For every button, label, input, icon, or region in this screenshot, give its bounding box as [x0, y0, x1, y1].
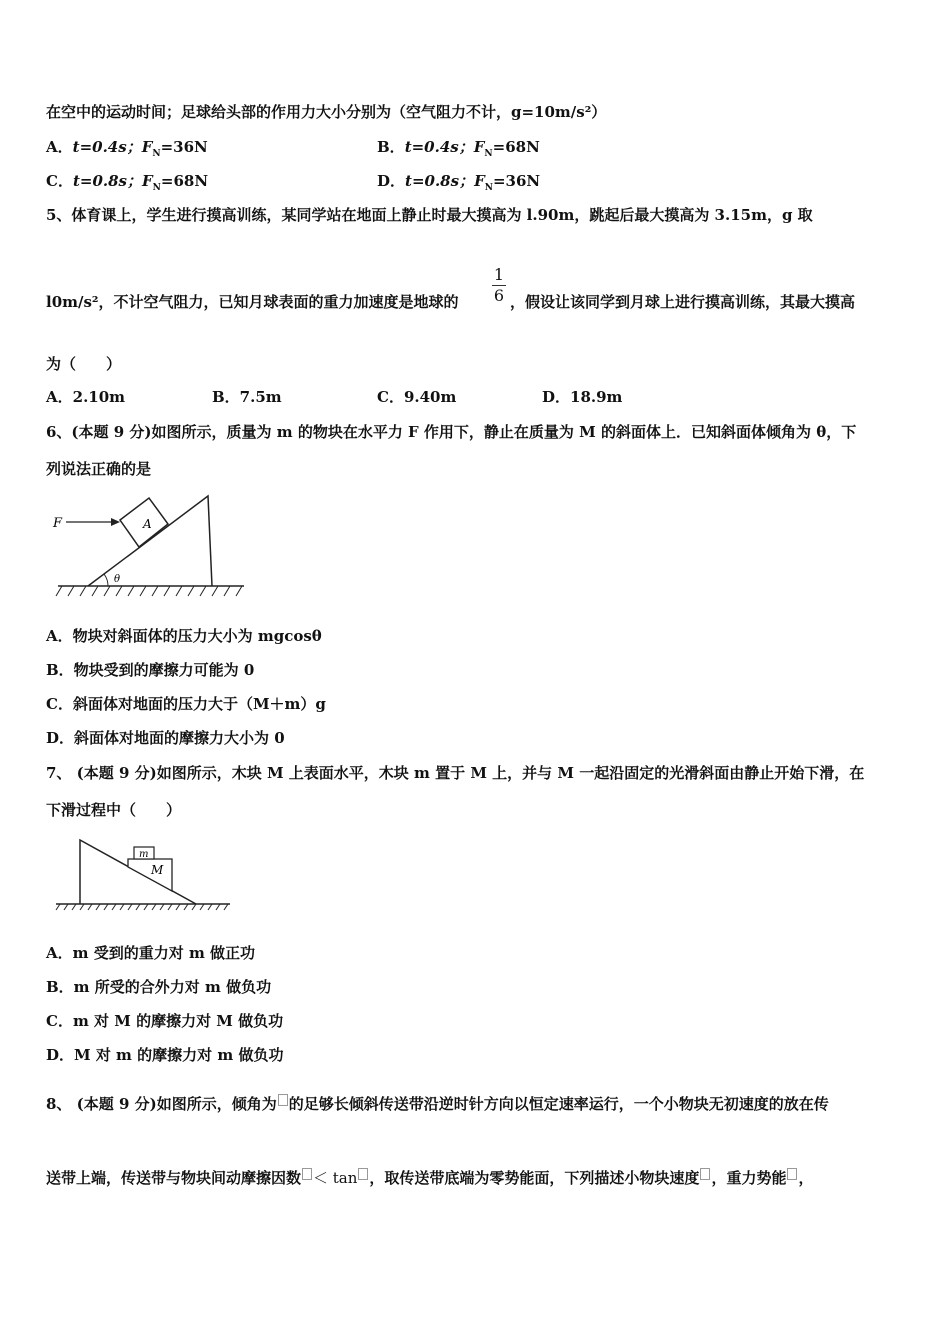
q6-option-c[interactable]: C．斜面体对地面的压力大于（M＋m）g — [46, 695, 326, 713]
q5-stem-line2-a: l0m/s²，不计空气阻力，已知月球表面的重力加速度是地球的 — [46, 293, 459, 311]
q7-option-d[interactable]: D．M 对 m 的摩擦力对 m 做负功 — [46, 1046, 284, 1064]
q5-option-b[interactable]: B．7.5m — [212, 388, 282, 406]
missing-symbol-icon — [302, 1168, 312, 1180]
q4-option-d[interactable]: D．t=0.8s；$F_N=36N$ — [377, 172, 541, 193]
q7-option-c[interactable]: C．m 对 M 的摩擦力对 M 做负功 — [46, 1012, 284, 1030]
block-big-m — [128, 859, 172, 891]
fraction-one-sixth: 1 6 — [493, 265, 505, 305]
missing-symbol-icon — [358, 1168, 368, 1180]
force-label: F — [53, 516, 63, 531]
q4-option-c[interactable]: C．t=0.8s；$F_N=68N$ — [46, 172, 209, 193]
block-a-label: A — [143, 517, 152, 531]
q6-option-b[interactable]: B．物块受到的摩擦力可能为 0 — [46, 661, 255, 679]
block-small-m-label: m — [139, 849, 149, 860]
q4-option-a[interactable]: A．t=0.4s；$F_N=36N$ — [46, 138, 208, 159]
q4-option-b[interactable]: B．t=0.4s；$F_N=68N$ — [377, 138, 540, 159]
missing-symbol-icon — [278, 1094, 288, 1106]
missing-symbol-icon — [787, 1168, 797, 1180]
q7-option-b[interactable]: B．m 所受的合外力对 m 做负功 — [46, 978, 272, 996]
q4-stem-tail: 在空中的运动时间；足球给头部的作用力大小分别为（空气阻力不计，g=10m/s²） — [46, 103, 607, 121]
q6-option-a[interactable]: A．物块对斜面体的压力大小为 mgcosθ — [46, 627, 322, 645]
missing-symbol-icon — [700, 1168, 710, 1180]
q6-stem-line2: 列说法正确的是 — [46, 460, 152, 478]
block-big-m-label: M — [151, 863, 164, 877]
q8-stem-line2: 送带上端，传送带与物块间动摩擦因数 ＜ tan ，取传送带底端为零势能面，下列描述小物块速度 ，重力势能 ， — [46, 1169, 814, 1187]
q6-stem-line1: 6、(本题 9 分)如图所示，质量为 m 的物块在水平力 F 作用下，静止在质量为 M 的斜面体上．已知斜面体倾角为 θ，下 — [46, 423, 857, 441]
q7-option-a[interactable]: A．m 受到的重力对 m 做正功 — [46, 944, 256, 962]
q7-stem-line2: 下滑过程中（ ） — [46, 801, 182, 819]
q5-option-c[interactable]: C．9.40m — [377, 388, 457, 406]
q5-stem-line3: 为（ ） — [46, 355, 122, 373]
q5-option-a[interactable]: A．2.10m — [46, 388, 126, 406]
angle-label: θ — [114, 574, 121, 585]
sliding-blocks-figure — [54, 832, 234, 918]
q5-stem-line2-b: ，假设让该同学到月球上进行摸高训练，其最大摸高 — [510, 293, 856, 311]
q5-option-d[interactable]: D．18.9m — [542, 388, 623, 406]
q5-stem-line1: 5、体育课上，学生进行摸高训练，某同学站在地面上静止时最大摸高为 l.90m，跳起后最大摸高为 3.15m，g 取 — [46, 206, 813, 224]
q7-stem-line1: 7、 (本题 9 分)如图所示，木块 M 上表面水平，木块 m 置于 M 上，并与 M 一起沿固定的光滑斜面由静止开始下滑，在 — [46, 764, 865, 782]
arrow-head-icon — [111, 518, 120, 526]
q8-stem-line1: 8、 (本题 9 分)如图所示，倾角为 的足够长倾斜传送带沿逆时针方向以恒定速率运行，一个小物块无初速度的放在传 — [46, 1095, 829, 1113]
q6-option-d[interactable]: D．斜面体对地面的摩擦力大小为 0 — [46, 729, 285, 747]
incline-force-figure — [48, 490, 248, 602]
